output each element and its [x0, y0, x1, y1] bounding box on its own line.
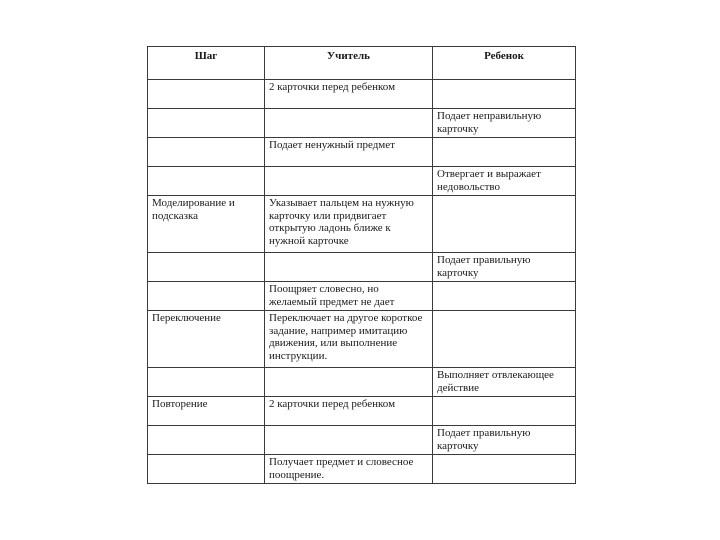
table-row: [148, 138, 576, 167]
child-cell: Отвергает и выражает недовольство: [433, 167, 576, 196]
table-row: [148, 455, 576, 484]
teacher-cell: [265, 253, 433, 282]
table-row: [148, 109, 576, 138]
header-child: Ребенок: [433, 47, 576, 80]
table-row: [148, 80, 576, 109]
table-header-row: [148, 47, 576, 80]
step-cell: [148, 253, 265, 282]
table-row: [148, 167, 576, 196]
table-row: [148, 368, 576, 397]
step-cell: Переключение: [148, 311, 265, 368]
teacher-cell: Получает предмет и словесное поощрение.: [265, 455, 433, 484]
step-cell: [148, 368, 265, 397]
step-cell: [148, 426, 265, 455]
child-cell: [433, 196, 576, 253]
child-cell: Подает правильную карточку: [433, 253, 576, 282]
teacher-cell: 2 карточки перед ребенком: [265, 80, 433, 109]
child-cell: Подает неправильную карточку: [433, 109, 576, 138]
step-cell: [148, 167, 265, 196]
step-cell: [148, 455, 265, 484]
teacher-cell: [265, 167, 433, 196]
child-cell: Подает правильную карточку: [433, 426, 576, 455]
table-row: [148, 311, 576, 368]
teacher-cell: Подает ненужный предмет: [265, 138, 433, 167]
teacher-cell: [265, 109, 433, 138]
step-cell: Повторение: [148, 397, 265, 426]
step-cell: [148, 80, 265, 109]
child-cell: [433, 80, 576, 109]
child-cell: [433, 397, 576, 426]
child-cell: [433, 138, 576, 167]
step-cell: Моделирование и подсказка: [148, 196, 265, 253]
step-cell: [148, 282, 265, 311]
table-row: [148, 397, 576, 426]
teacher-cell: [265, 368, 433, 397]
teacher-cell: Поощряет словесно, но желаемый предмет не дает: [265, 282, 433, 311]
header-teacher: Учитель: [265, 47, 433, 80]
child-cell: Выполняет отвлекающее действие: [433, 368, 576, 397]
steps-table: [147, 46, 576, 484]
child-cell: [433, 311, 576, 368]
child-cell: [433, 455, 576, 484]
table-row: [148, 426, 576, 455]
step-cell: [148, 138, 265, 167]
child-cell: [433, 282, 576, 311]
table-row: [148, 196, 576, 253]
teacher-cell: 2 карточки перед ребенком: [265, 397, 433, 426]
header-step: Шаг: [148, 47, 265, 80]
teacher-cell: Указывает пальцем на нужную карточку или придвигает открытую ладонь ближе к нужной карточке: [265, 196, 433, 253]
step-cell: [148, 109, 265, 138]
teacher-cell: [265, 426, 433, 455]
table-row: [148, 282, 576, 311]
table-body: [148, 80, 576, 484]
teacher-cell: Переключает на другое короткое задание, например имитацию движения, или выполнение инструкции.: [265, 311, 433, 368]
table-row: [148, 253, 576, 282]
